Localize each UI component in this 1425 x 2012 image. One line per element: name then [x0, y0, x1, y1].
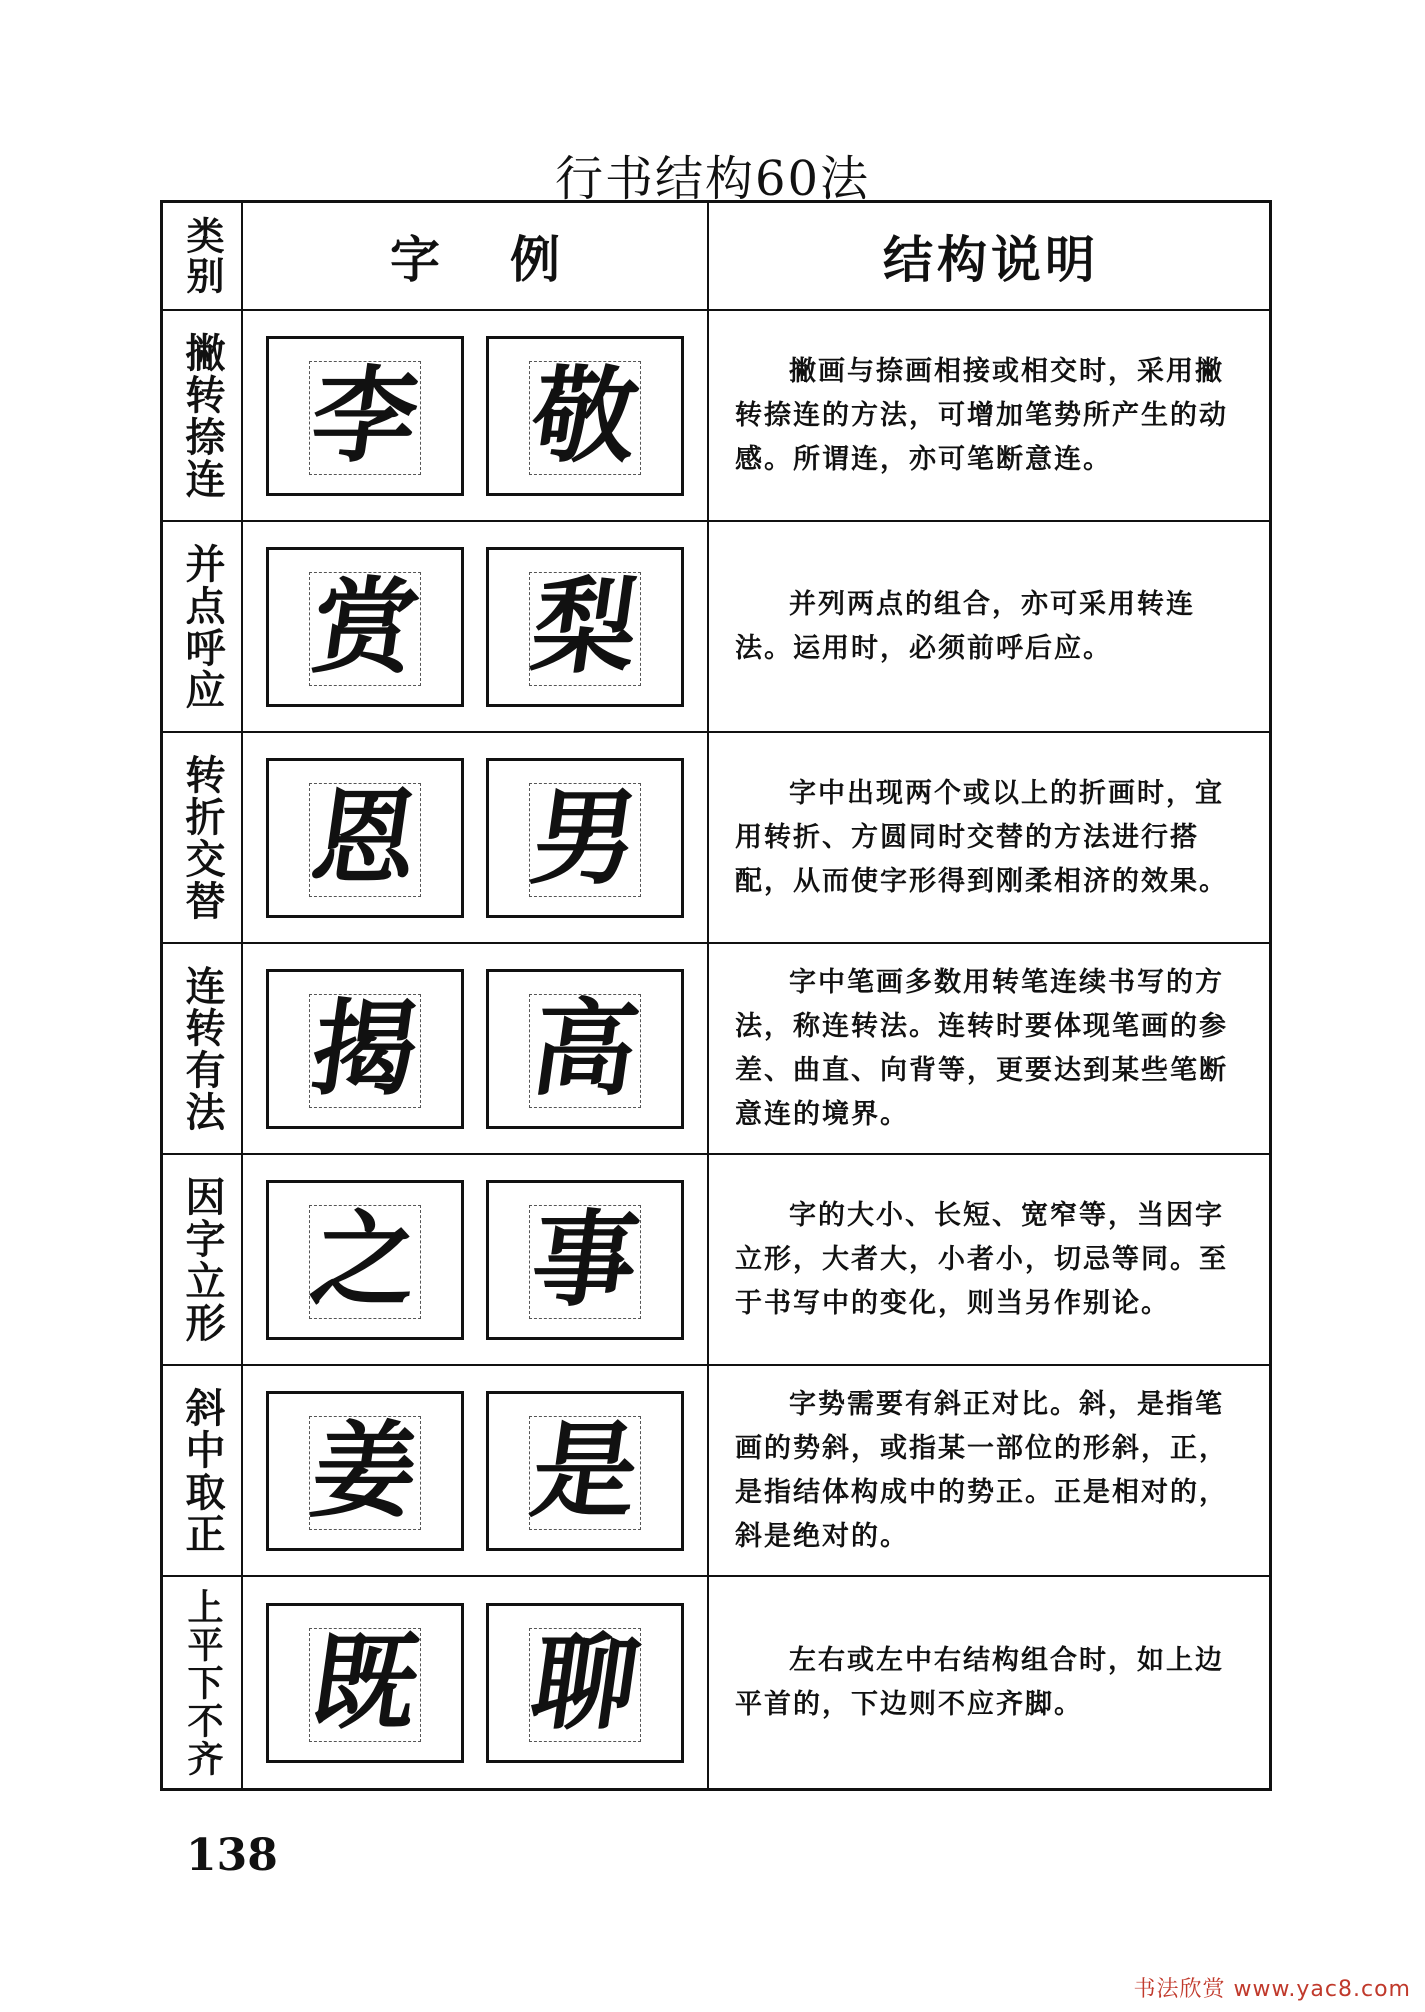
structure-table [160, 200, 1272, 1791]
table-row [163, 1577, 1269, 1788]
example-glyph: 赏 [304, 564, 426, 688]
table-row [163, 944, 1269, 1155]
examples-cell [243, 1366, 709, 1575]
examples-cell [243, 733, 709, 942]
category-cell [163, 1366, 243, 1575]
example-glyph-box [486, 758, 684, 918]
example-glyph-box [266, 547, 464, 707]
category-label: 上平下不齐 [182, 1587, 223, 1778]
example-glyph: 既 [304, 1620, 426, 1744]
example-glyph: 恩 [304, 775, 426, 899]
examples-cell [243, 1577, 709, 1788]
example-glyph-box [486, 1603, 684, 1763]
category-label: 连转有法 [179, 964, 225, 1133]
description-text: 并列两点的组合，亦可采用转连法。运用时，必须前呼后应。 [735, 588, 1195, 664]
category-label: 转折交替 [179, 753, 225, 922]
examples-cell [243, 311, 709, 520]
table-header [163, 203, 1269, 311]
category-label: 并点呼应 [179, 542, 225, 711]
table-row [163, 311, 1269, 522]
examples-cell [243, 944, 709, 1153]
example-glyph: 男 [524, 775, 646, 899]
page-number: 138 [186, 1830, 278, 1881]
example-glyph-box [486, 1391, 684, 1551]
category-cell [163, 1577, 243, 1788]
header-examples: 字例 [390, 231, 630, 289]
example-glyph-box [266, 1180, 464, 1340]
example-glyph: 事 [524, 1197, 646, 1321]
description-cell [709, 1366, 1269, 1575]
example-glyph: 是 [524, 1408, 646, 1532]
example-glyph: 高 [524, 986, 646, 1110]
category-cell [163, 733, 243, 942]
example-glyph: 梨 [524, 564, 646, 688]
table-row [163, 733, 1269, 944]
example-glyph: 李 [304, 353, 426, 477]
description-cell [709, 311, 1269, 520]
example-glyph-box [486, 1180, 684, 1340]
table-row [163, 1155, 1269, 1366]
header-category-cell [163, 203, 243, 309]
example-glyph: 姜 [304, 1408, 426, 1532]
example-glyph-box [266, 758, 464, 918]
example-glyph-box [486, 969, 684, 1129]
description-cell [709, 733, 1269, 942]
examples-cell [243, 522, 709, 731]
header-category: 类别 [180, 216, 224, 296]
table-row [163, 1366, 1269, 1577]
examples-cell [243, 1155, 709, 1364]
category-label: 撇转捺连 [179, 331, 225, 500]
category-label: 斜中取正 [179, 1386, 225, 1555]
example-glyph-box [266, 1603, 464, 1763]
example-glyph: 之 [304, 1197, 426, 1321]
example-glyph-box [266, 336, 464, 496]
description-cell [709, 1577, 1269, 1788]
example-glyph: 揭 [304, 986, 426, 1110]
description-text: 左右或左中右结构组合时，如上边平首的，下边则不应齐脚。 [735, 1644, 1224, 1720]
description-cell [709, 944, 1269, 1153]
category-cell [163, 944, 243, 1153]
example-glyph-box [266, 1391, 464, 1551]
category-cell [163, 311, 243, 520]
header-description: 结构说明 [883, 231, 1099, 289]
example-glyph: 敬 [524, 353, 646, 477]
category-cell [163, 1155, 243, 1364]
description-text: 字中出现两个或以上的折画时，宜用转折、方圆同时交替的方法进行搭配，从而使字形得到刚柔相济的效果。 [735, 777, 1228, 897]
example-glyph: 聊 [524, 1620, 646, 1744]
category-label: 因字立形 [179, 1175, 225, 1344]
description-cell [709, 1155, 1269, 1364]
example-glyph-box [486, 336, 684, 496]
description-text: 字中笔画多数用转笔连续书写的方法，称连转法。连转时要体现笔画的参差、曲直、向背等，更要达到某些笔断意连的境界。 [735, 966, 1228, 1130]
table-row [163, 522, 1269, 733]
description-text: 字势需要有斜正对比。斜，是指笔画的势斜，或指某一部位的形斜，正，是指结体构成中的势正。正是相对的，斜是绝对的。 [735, 1388, 1228, 1552]
header-description-cell [709, 203, 1269, 309]
example-glyph-box [266, 969, 464, 1129]
header-examples-cell [243, 203, 709, 309]
description-cell [709, 522, 1269, 731]
category-cell [163, 522, 243, 731]
description-text: 撇画与捺画相接或相交时，采用撇转捺连的方法，可增加笔势所产生的动感。所谓连，亦可笔断意连。 [735, 355, 1228, 475]
example-glyph-box [486, 547, 684, 707]
watermark: 书法欣赏 www.yac8.com [1133, 1977, 1411, 2002]
description-text: 字的大小、长短、宽窄等，当因字立形，大者大，小者小，切忌等同。至于书写中的变化，则当另作别论。 [735, 1199, 1228, 1319]
page-title: 行书结构60法 [554, 151, 871, 207]
